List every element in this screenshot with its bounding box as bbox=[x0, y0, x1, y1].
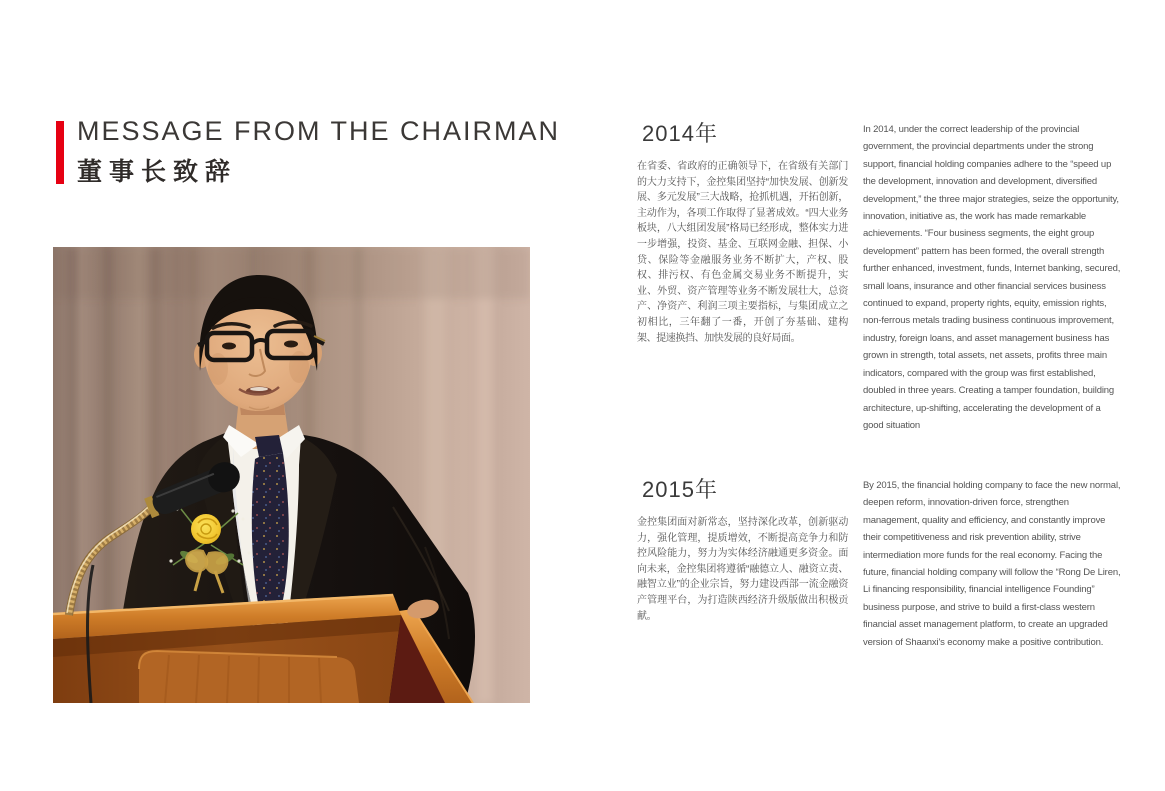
chairman-photo-graphic bbox=[53, 247, 530, 703]
section-2014-english: In 2014, under the correct leadership of the provincial government, the provincial departments under the strong support, financial holding companies adhere to the “speed up the development, innovation and development, diversified development,” the three major strategies, seize the opportunity, innovation, initiative as, the work has made remarkable achievements. “Four business segments, the eight group development” pattern has been formed, the overall strength further enhanced, investment, funds, Internet banking, secured, small loans, insurance and other financial services business continued to expand, property rights, equity, emission rights, non-ferrous metals trading business continuous improvement, industry, foreign loans, and asset management business has grown in strength, total assets, net assets, profits three main indicators, compared with the group was first established, doubled in three years. Creating a tamper foundation, building architecture, up-shifting, accelerating the development of a good situation bbox=[863, 124, 1121, 431]
section-heading-2014: 2014年 bbox=[642, 121, 718, 146]
section-2015-chinese bbox=[637, 473, 848, 634]
title-block bbox=[56, 116, 561, 188]
body-2015-chinese: 金控集团面对新常态，坚持深化改革，创新驱动力，强化管理，提质增效，不断提高竞争力和防控风险能力，努力为实体经济融通更多资金。面向未来，金控集团将遵循“融德立人、融资立责、融智立业”的企业宗旨，努力建设西部一流金融资产管理平台，为打造陕西经济升级版做出积极贡献。 bbox=[637, 517, 848, 622]
section-heading-2015: 2015年 bbox=[642, 477, 718, 502]
page-title-zh: 董事长致辞 bbox=[77, 158, 238, 186]
red-accent-bar bbox=[56, 121, 64, 184]
podium-panel bbox=[139, 651, 359, 703]
chairman-photo bbox=[53, 247, 530, 703]
section-2015-english: By 2015, the financial holding company to face the new normal, deepen reform, innovation-driven force, strengthen management, quality and efficiency, and constantly improve their competitiveness and risk prevention ability, strive intermediation more funds for the real economy. Facing the future, financial holding company will follow the “Rong De Liren, Li financing responsibility, financial intelligence Founding” business purpose, and strive to build a first-class western financial asset management platform, to create an upgraded version of Shaanxi's economy make a positive contribution. bbox=[863, 480, 1121, 648]
podium bbox=[53, 594, 473, 703]
body-2014-chinese: 在省委、省政府的正确领导下，在省级有关部门的大力支持下，金控集团坚持“加快发展、创新发展、多元发展”三大战略，抢抓机遇，开拓创新，主动作为，各项工作取得了显著成效。“四大业务板块，八大组团发展”格局已经形成，整体实力进一步增强，投资、基金、互联网金融、担保、小贷、保险等金融服务业务不断扩大，产权、股权、排污权、有色金属交易业务不断提升，实业、外贸、资产管理等业务不断发展壮大，总资产、净资产、利润三项主要指标，与集团成立之初相比，三年翻了一番，开创了夯基础、建构架、提速换挡、加快发展的良好局面。 bbox=[637, 161, 848, 344]
section-2014-chinese bbox=[637, 117, 848, 356]
page-title-en: MESSAGE FROM THE CHAIRMAN bbox=[77, 116, 561, 146]
